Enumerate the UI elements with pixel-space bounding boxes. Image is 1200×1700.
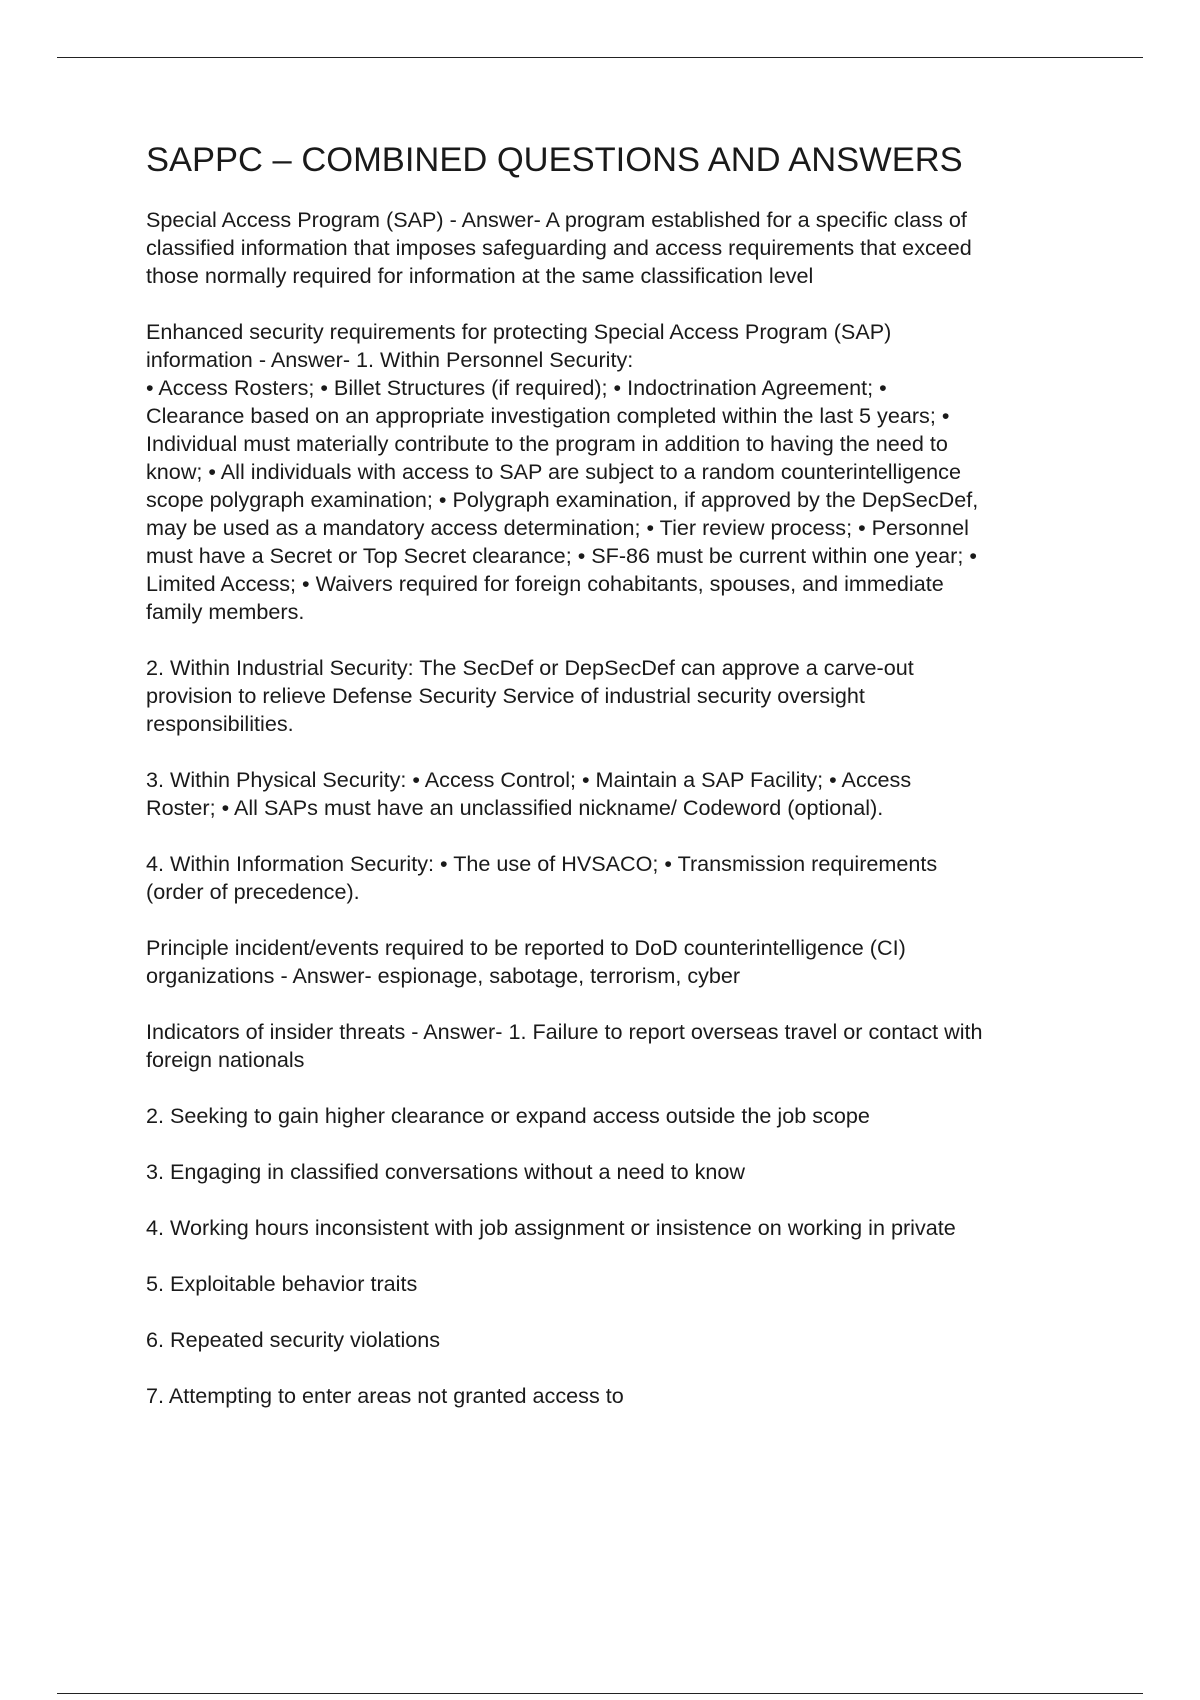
paragraph-line: may be used as a mandatory access determination; • Tier review process; • Personnel — [146, 515, 969, 540]
paragraph — [146, 1102, 1096, 1130]
paragraph-list — [146, 206, 1096, 1410]
document-title: SAPPC – COMBINED QUESTIONS AND ANSWERS — [146, 141, 963, 179]
paragraph — [146, 206, 1096, 290]
paragraph-line: organizations - Answer- espionage, sabotage, terrorism, cyber — [146, 963, 741, 988]
paragraph-line: Roster; • All SAPs must have an unclassified nickname/ Codeword (optional). — [146, 795, 884, 820]
paragraph — [146, 1382, 1096, 1410]
paragraph — [146, 934, 1096, 990]
paragraph-line: 4. Working hours inconsistent with job assignment or insistence on working in private — [146, 1215, 956, 1240]
paragraph — [146, 654, 1096, 738]
paragraph-line: family members. — [146, 599, 305, 624]
paragraph-line: information - Answer- 1. Within Personnel Security: — [146, 347, 634, 372]
paragraph-line: 2. Within Industrial Security: The SecDef or DepSecDef can approve a carve-out — [146, 655, 914, 680]
paragraph-line: Special Access Program (SAP) - Answer- A program established for a specific class of — [146, 207, 967, 232]
paragraph-line: provision to relieve Defense Security Service of industrial security oversight — [146, 683, 865, 708]
paragraph — [146, 850, 1096, 906]
paragraph-line: scope polygraph examination; • Polygraph examination, if approved by the DepSecDef, — [146, 487, 979, 512]
paragraph-line: know; • All individuals with access to SAP are subject to a random counterintelligence — [146, 459, 961, 484]
paragraph-line: foreign nationals — [146, 1047, 305, 1072]
header-rule — [57, 57, 1143, 58]
paragraph-line: • Access Rosters; • Billet Structures (if required); • Indoctrination Agreement; • — [146, 375, 887, 400]
paragraph — [146, 766, 1096, 822]
paragraph — [146, 1018, 1096, 1074]
paragraph — [146, 1326, 1096, 1354]
paragraph-line: Limited Access; • Waivers required for foreign cohabitants, spouses, and immediate — [146, 571, 944, 596]
paragraph-line: 3. Engaging in classified conversations without a need to know — [146, 1159, 745, 1184]
paragraph — [146, 1214, 1096, 1242]
paragraph — [146, 1270, 1096, 1298]
paragraph-line: Clearance based on an appropriate investigation completed within the last 5 years; • — [146, 403, 950, 428]
paragraph-line: Individual must materially contribute to the program in addition to having the need to — [146, 431, 948, 456]
paragraph-line: those normally required for information at the same classification level — [146, 263, 814, 288]
paragraph-line: 7. Attempting to enter areas not granted access to — [146, 1383, 624, 1408]
paragraph-line: 6. Repeated security violations — [146, 1327, 441, 1352]
paragraph-line: 5. Exploitable behavior traits — [146, 1271, 418, 1296]
paragraph — [146, 1158, 1096, 1186]
document-body — [146, 140, 1096, 1438]
paragraph-line: (order of precedence). — [146, 879, 360, 904]
paragraph-line: Principle incident/events required to be reported to DoD counterintelligence (CI) — [146, 935, 906, 960]
paragraph-line: must have a Secret or Top Secret clearance; • SF-86 must be current within one year; • — [146, 543, 977, 568]
paragraph-line: 3. Within Physical Security: • Access Control; • Maintain a SAP Facility; • Access — [146, 767, 912, 792]
paragraph-line: Indicators of insider threats - Answer- 1. Failure to report overseas travel or contact with — [146, 1019, 983, 1044]
paragraph — [146, 318, 1096, 626]
paragraph-line: Enhanced security requirements for protecting Special Access Program (SAP) — [146, 319, 892, 344]
paragraph-line: classified information that imposes safeguarding and access requirements that exceed — [146, 235, 972, 260]
paragraph-line: responsibilities. — [146, 711, 294, 736]
footer-rule — [57, 1693, 1143, 1694]
paragraph-line: 2. Seeking to gain higher clearance or expand access outside the job scope — [146, 1103, 870, 1128]
paragraph-line: 4. Within Information Security: • The use of HVSACO; • Transmission requirements — [146, 851, 938, 876]
